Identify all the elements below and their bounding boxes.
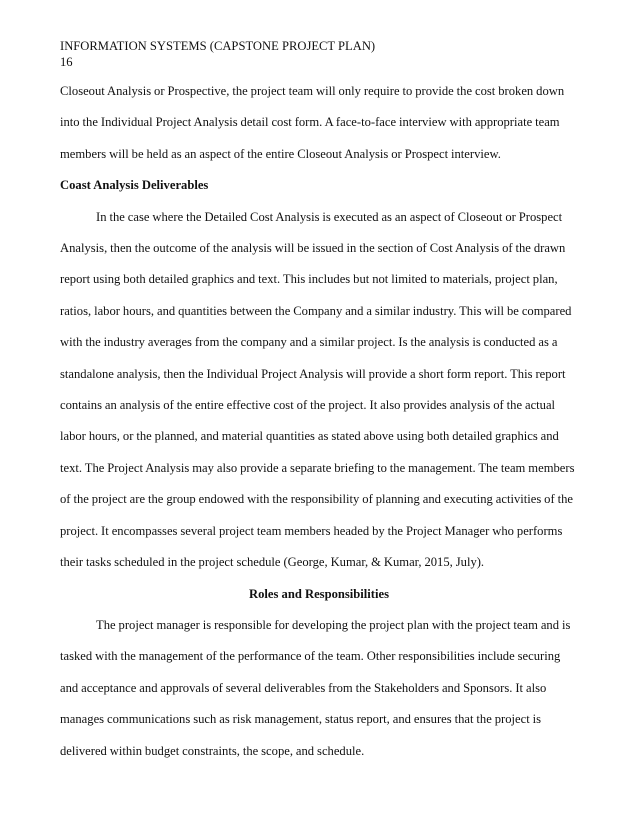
roles-paragraph: The project manager is responsible for developing the project plan with the project team and is tasked with the management of the performance of the team. Other responsibilities include securing and acceptance and approvals of several deliverables from the Stakeholders and Sponsors. It also manages communications such as risk management, status report, and ensures that the project is delivered within budget constraints, the scope, and schedule. bbox=[60, 617, 571, 758]
running-head: INFORMATION SYSTEMS (CAPSTONE PROJECT PLAN) bbox=[60, 39, 376, 53]
section-heading-cost-analysis-deliverables: Coast Analysis Deliverables bbox=[60, 178, 209, 193]
cost-analysis-paragraph: In the case where the Detailed Cost Analysis is executed as an aspect of Closeout or Prospect Analysis, then the outcome of the analysis will be issued in the section of Cost Analysis of the drawn report using both detailed graphics and text. This includes but not limited to materials, project plan, ratios, labor hours, and quantities between the Company and a similar industry. This will be compared with the industry averages from the company and a similar project. Is the analysis is conducted as a standalone analysis, then the Individual Project Analysis will provide a short form report. This report contains an analysis of the entire effective cost of the project. It also provides analysis of the actual labor hours, or the planned, and material quantities as stated above using both detailed graphics and text. The Project Analysis may also provide a separate briefing to the management. The team members of the project are the group endowed with the responsibility of planning and executing activities of the project. It encompasses several project team members headed by the Project Manager who performs their tasks scheduled in the project schedule (George, Kumar, & Kumar, 2015, July). bbox=[60, 209, 575, 570]
intro-paragraph: Closeout Analysis or Prospective, the project team will only require to provide the cost broken down into the Individual Project Analysis detail cost form. A face-to-face interview with appropriate team members will be held as an aspect of the entire Closeout Analysis or Prospect interview. bbox=[60, 84, 565, 161]
section-heading-roles-responsibilities: Roles and Responsibilities bbox=[249, 586, 389, 601]
page-number: 16 bbox=[60, 55, 73, 69]
